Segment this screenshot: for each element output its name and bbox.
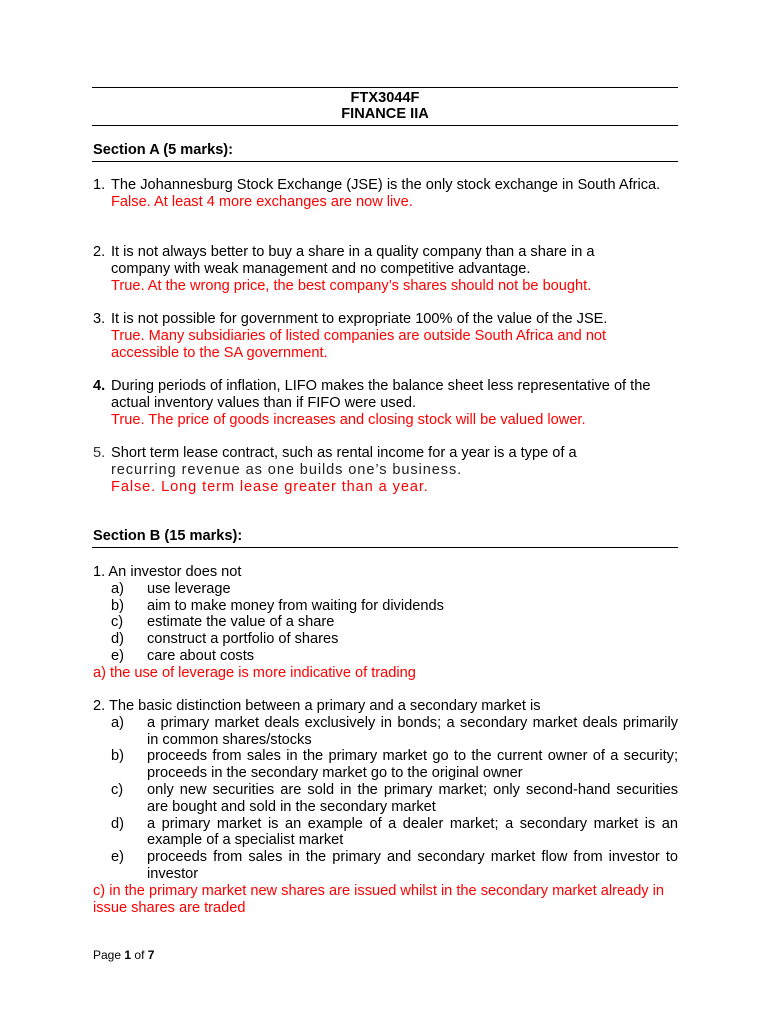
question-number: 4.	[93, 378, 106, 394]
answer-text: a) the use of leverage is more indicative of trading	[93, 664, 416, 681]
option-text: estimate the value of a share	[147, 614, 335, 631]
question-text-line-2: recurring revenue as one builds one’s business.	[111, 461, 463, 478]
question-stem: 2. The basic distinction between a primary and a secondary market is	[93, 698, 541, 714]
option-e	[93, 648, 678, 665]
option-c	[93, 614, 678, 631]
question-number: 5.	[93, 445, 106, 461]
option-text: care about costs	[147, 647, 255, 664]
option-text: construct a portfolio of shares	[147, 631, 339, 648]
option-d	[93, 816, 678, 850]
section-a-heading: Section A (5 marks):	[93, 142, 234, 158]
option-letter: c)	[111, 614, 124, 631]
section-a-question-3	[93, 311, 678, 361]
answer-text: False. Long term lease greater than a year.	[111, 478, 429, 495]
option-b	[93, 598, 678, 615]
course-code: FTX3044F	[350, 90, 420, 106]
option-letter: e)	[111, 849, 124, 866]
option-c	[93, 782, 678, 816]
page-footer	[93, 948, 154, 962]
option-text: proceeds from sales in the primary and secondary market flow from investor to investor	[147, 849, 678, 882]
course-title: FINANCE IIA	[341, 106, 429, 122]
option-text: a primary market is an example of a dealer market; a secondary market is an example of a specialist market	[147, 815, 678, 849]
answer-text: False. At least 4 more exchanges are now live.	[111, 193, 413, 210]
option-a	[93, 581, 678, 598]
header-top-rule	[92, 87, 678, 88]
option-d	[93, 631, 678, 648]
option-text: proceeds from sales in the primary market go to the current owner of a security; proceeds in the secondary market go to the original owner	[147, 748, 678, 782]
question-text: It is not always better to buy a share in a quality company than a share in a company with weak management and no competitive advantage.	[111, 244, 595, 277]
question-stem: 1. An investor does not	[93, 564, 242, 580]
answer-text: c) in the primary market new shares are issued whilst in the secondary market already in issue shares are traded	[93, 882, 665, 916]
option-text: aim to make money from waiting for dividends	[147, 597, 444, 614]
option-text: use leverage	[147, 580, 231, 597]
option-letter: b)	[111, 748, 124, 765]
answer-text: True. The price of goods increases and closing stock will be valued lower.	[111, 411, 586, 428]
section-b-question-1	[93, 564, 678, 682]
header-bottom-rule	[92, 125, 678, 126]
page-word: Page	[93, 948, 122, 962]
question-number: 1.	[93, 177, 106, 193]
section-b-question-2	[93, 698, 678, 916]
option-letter: b)	[111, 597, 124, 614]
option-a	[93, 715, 678, 749]
question-text: The Johannesburg Stock Exchange (JSE) is the only stock exchange in South Africa.	[111, 177, 661, 193]
section-a-question-5	[93, 445, 678, 495]
option-text: a primary market deals exclusively in bonds; a secondary market deals primarily in common shares/stocks	[147, 714, 678, 748]
option-b	[93, 748, 678, 782]
option-letter: d)	[111, 815, 124, 832]
page-number: 1	[124, 948, 132, 962]
section-a-rule	[92, 161, 678, 162]
option-letter: c)	[111, 781, 124, 798]
section-a-question-2	[93, 244, 678, 294]
option-letter: a)	[111, 714, 124, 731]
question-text-line-1: Short term lease contract, such as rental income for a year is a type of a	[111, 445, 577, 461]
page-total: 7	[147, 948, 155, 962]
option-letter: a)	[111, 580, 124, 597]
answer-text: True. Many subsidiaries of listed companies are outside South Africa and not accessible to the SA government.	[111, 327, 607, 361]
question-number: 3.	[93, 311, 106, 327]
question-text: During periods of inflation, LIFO makes the balance sheet less representative of the actual inventory values than if FIFO were used.	[111, 378, 651, 411]
option-letter: d)	[111, 631, 124, 648]
section-a-question-4	[93, 378, 678, 428]
section-b-heading: Section B (15 marks):	[93, 528, 243, 544]
question-text: It is not possible for government to expropriate 100% of the value of the JSE.	[111, 311, 608, 327]
option-letter: e)	[111, 647, 124, 664]
answer-text: True. At the wrong price, the best company’s shares should not be bought.	[111, 277, 592, 294]
option-text: only new securities are sold in the primary market; only second-hand securities are bought and sold in the secondary market	[147, 781, 678, 815]
option-e	[93, 849, 678, 883]
question-number: 2.	[93, 244, 106, 260]
of-word: of	[134, 948, 145, 962]
section-b-rule	[92, 547, 678, 548]
section-a-question-1	[93, 177, 678, 211]
